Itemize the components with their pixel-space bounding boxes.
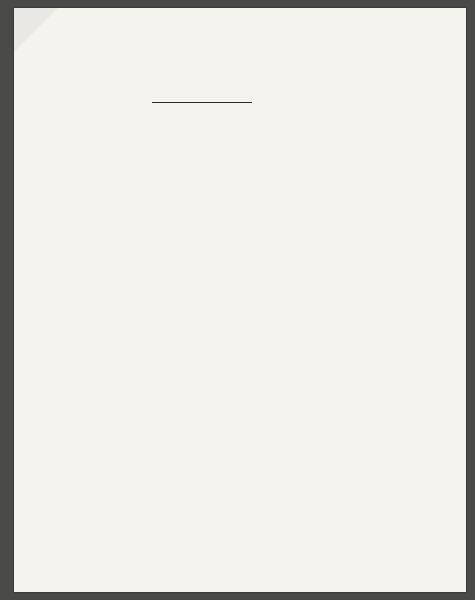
separator-rule <box>152 102 252 103</box>
document-sheet <box>14 8 466 592</box>
typed-page <box>62 66 252 165</box>
folded-corner <box>14 8 58 52</box>
order-heading <box>62 123 252 131</box>
